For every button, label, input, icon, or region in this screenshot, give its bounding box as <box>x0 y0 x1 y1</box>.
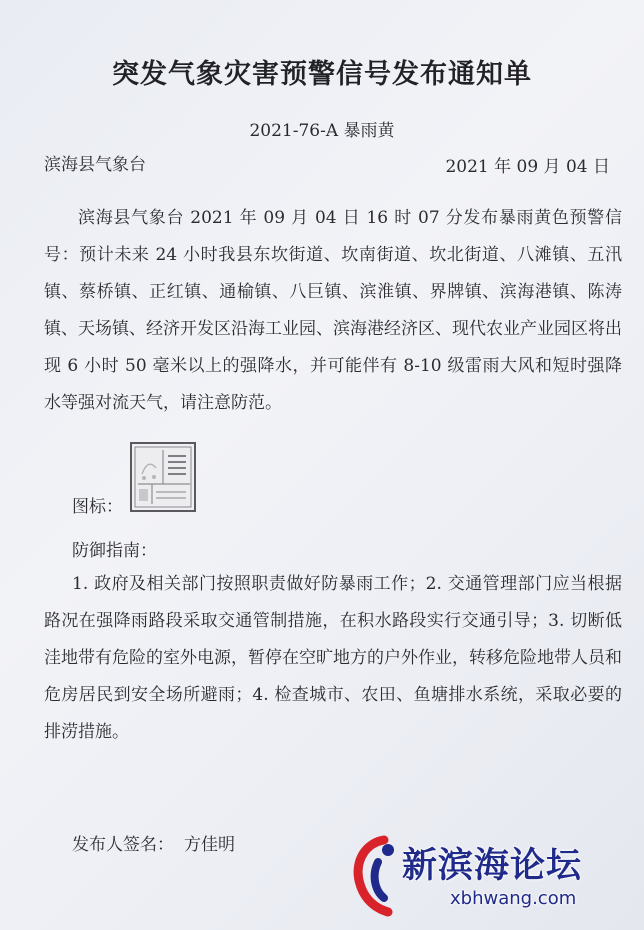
document-title: 突发气象灾害预警信号发布通知单 <box>112 59 532 90</box>
warning-body: 滨海县气象台 2021 年 09 月 04 日 16 时 07 分发布暴雨黄色预警信号：预计未来 24 小时我县东坎街道、坎南街道、坎北街道、八滩镇、五汛镇、蔡桥镇、正红镇、通榆镇、八巨镇、滨淮镇、界牌镇、滨海港镇、陈涛镇、天场镇、经济开发区沿海工业园、滨海港经济区、现代农业产业园区将出现 6 小时 50 毫米以上的强降水，并可能伴有 8-10 级雷雨大风和短时强降水等强对流天气，请注意防范。 <box>44 208 623 413</box>
forum-logo-icon <box>344 832 404 930</box>
rainstorm-warning-icon <box>130 442 196 512</box>
issuer: 滨海县气象台 <box>44 155 146 175</box>
signer-name: 方佳明 <box>184 835 235 855</box>
signal-code: 2021-76-A 暴雨黄 <box>249 121 395 141</box>
defense-measures: 1. 政府及相关部门按照职责做好防暴雨工作；2. 交通管理部门应当根据路况在强降雨路段采取交通管制措施，在积水路段实行交通引导；3. 切断低洼地带有危险的室外电源，暂停在空旷地方的户外作业，转移危险地带人员和危房居民到安全场所避雨；4. 检查城市、农田、鱼塘排水系统，采取必要的排涝措施。 <box>44 574 622 742</box>
forum-url: xbhwang.com <box>450 888 577 909</box>
signer-label: 发布人签名： <box>72 835 174 855</box>
icon-label: 图标： <box>72 497 123 517</box>
forum-watermark <box>344 832 644 930</box>
signer-line <box>72 830 235 855</box>
issue-date: 2021 年 09 月 04 日 <box>445 157 610 177</box>
forum-brand-name: 新滨海论坛 <box>402 846 583 886</box>
defense-guide-heading: 防御指南： <box>72 541 157 561</box>
